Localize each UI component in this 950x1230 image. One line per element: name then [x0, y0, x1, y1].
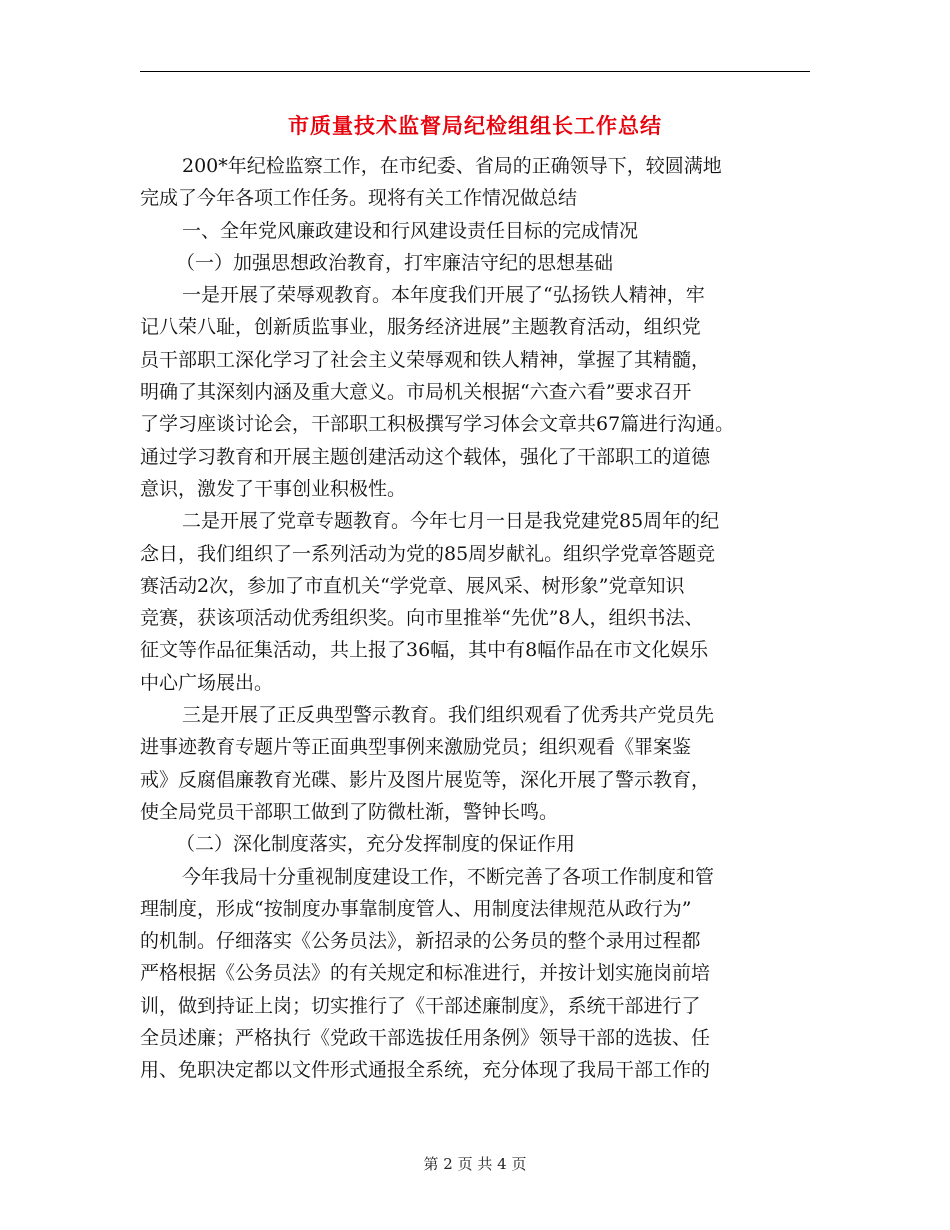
text-line: （二）深化制度落实，充分发挥制度的保证作用 [176, 833, 576, 856]
text-line: 全员述廉；严格执行《党政干部选拔任用条例》领导干部的选拔、任 [140, 1027, 711, 1050]
text-line: 使全局党员干部职工做到了防微杜渐，警钟长鸣。 [140, 800, 559, 823]
page-footer: 第 2 页 共 4 页 [423, 1155, 527, 1173]
text-line: 训，做到持证上岗；切实推行了《干部述廉制度》，系统干部进行了 [140, 994, 701, 1017]
text-line: 200*年纪检监察工作，在市纪委、省局的正确领导下，较圆满地 [182, 155, 722, 177]
text-line: 记八荣八耻，创新质监事业，服务经济进展”主题教育活动，组织党 [140, 316, 701, 339]
text-line: 一是开展了荣辱观教育。本年度我们开展了“弘扬铁人精神，牢 [182, 284, 705, 307]
text-line: 中心广场展出。 [140, 671, 274, 694]
text-line: 进事迹教育专题片等正面典型事例来激励党员；组织观看《罪案鉴 [140, 736, 692, 759]
text-line: 征文等作品征集活动，共上报了36幅，其中有8幅作品在市文化娱乐 [140, 639, 709, 662]
text-line: 竞赛，获该项活动优秀组织奖。向市里推举“先优”8人，组织书法、 [140, 607, 704, 630]
text-line: 赛活动2次，参加了市直机关“学党章、展风采、树形象”党章知识 [140, 574, 685, 597]
text-line: 通过学习教育和开展主题创建活动这个载体，强化了干部职工的道德 [140, 445, 711, 468]
text-line: 理制度，形成“按制度办事靠制度管人、用制度法律规范从政行为” [140, 897, 692, 920]
text-line: 一、全年党风廉政建设和行风建设责任目标的完成情况 [182, 219, 639, 242]
text-line: 二是开展了党章专题教育。今年七月一日是我党建党85周年的纪 [182, 510, 720, 533]
text-line: 完成了今年各项工作任务。现将有关工作情况做总结 [140, 187, 578, 210]
text-line: 严格根据《公务员法》的有关规定和标准进行，并按计划实施岗前培 [140, 962, 711, 985]
document-body [140, 150, 812, 1087]
document-title: 市质量技术监督局纪检组组长工作总结 [288, 114, 662, 138]
text-line: 了学习座谈讨论会，干部职工积极撰写学习体会文章共67篇进行沟通。 [140, 413, 735, 436]
text-line: 的机制。仔细落实《公务员法》，新招录的公务员的整个录用过程都 [140, 930, 701, 953]
text-line: 念日，我们组织了一系列活动为党的85周岁献礼。组织学党章答题竞 [140, 542, 716, 565]
text-line: 戒》反腐倡廉教育光碟、影片及图片展览等，深化开展了警示教育， [140, 768, 711, 791]
text-line: 员干部职工深化学习了社会主义荣辱观和铁人精神，掌握了其精髓， [140, 348, 711, 371]
text-line: 意识，激发了干事创业积极性。 [140, 477, 407, 500]
text-line: （一）加强思想政治教育，打牢廉洁守纪的思想基础 [176, 251, 614, 274]
text-line: 三是开展了正反典型警示教育。我们组织观看了优秀共产党员先 [182, 704, 715, 727]
text-line: 明确了其深刻内涵及重大意义。市局机关根据“六查六看”要求召开 [140, 381, 692, 404]
text-line: 用、免职决定都以文件形式通报全系统，充分体现了我局干部工作的 [140, 1059, 711, 1082]
text-line: 今年我局十分重视制度建设工作，不断完善了各项工作制度和管 [182, 865, 715, 888]
header-rule [140, 71, 810, 72]
